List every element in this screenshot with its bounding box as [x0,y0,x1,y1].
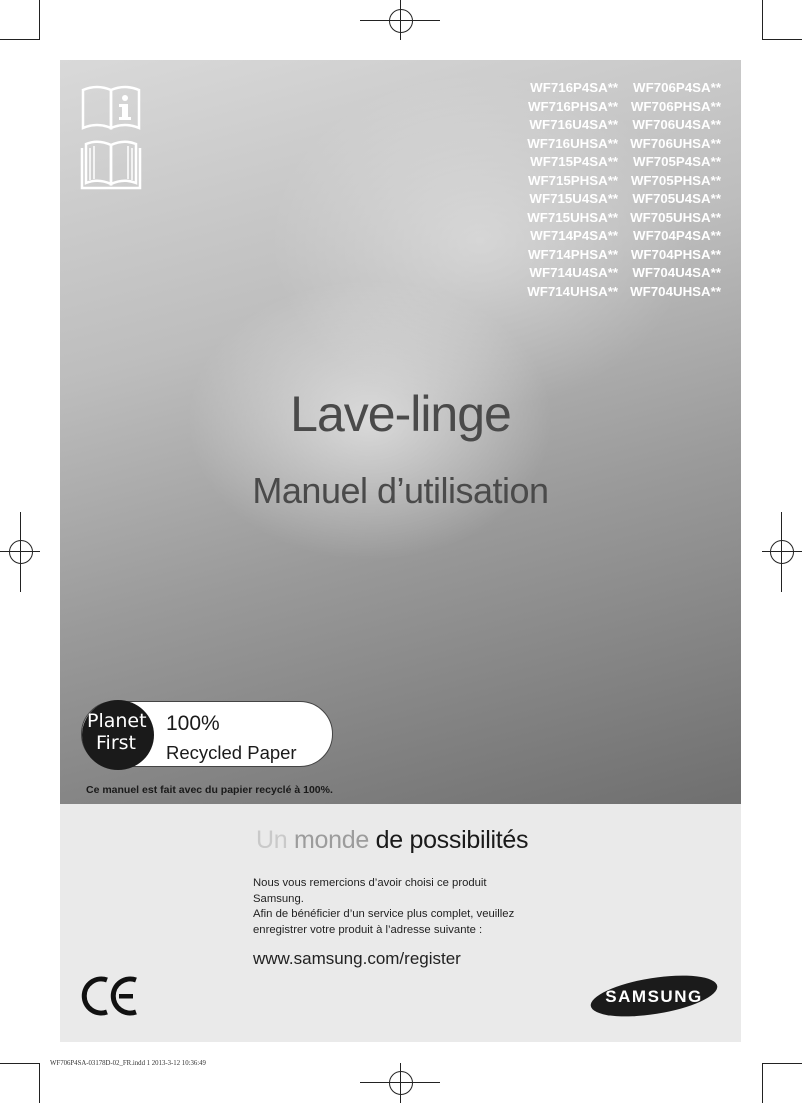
model-number: WF705PHSA** [630,172,721,188]
manual-subtitle: Manuel d’utilisation [252,470,549,511]
product-title: Lave-linge [290,386,511,442]
model-number: WF714PHSA** [527,246,619,262]
model-number: WF716P4SA** [530,80,619,95]
model-number: WF715UHSA** [527,209,619,225]
crop-mark [762,1063,802,1064]
samsung-logo [587,974,721,1023]
thank-you-text [253,876,553,938]
recycled-percent: 100% [166,712,220,735]
slogan-part1: Un [256,826,288,854]
lower-panel [60,804,741,1042]
slogan-part2: monde [294,826,369,854]
model-number: WF704UHSA** [630,283,721,299]
model-number: WF715U4SA** [529,191,619,206]
recycled-label: Recycled Paper [166,742,297,763]
cover-panel [60,60,741,804]
model-number: WF706U4SA** [632,117,721,132]
model-number: WF705UHSA** [630,209,721,225]
thanks-line: enregistrer votre produit à l’adresse suivante : [253,923,483,936]
recycled-note: Ce manuel est fait avec du papier recyclé à 100%. [86,784,333,796]
planet-first-line1: Planet [87,710,147,732]
thanks-line: Nous vous remercions d’avoir choisi ce produit [253,877,487,889]
crop-mark [762,0,763,40]
thanks-line: Samsung. [253,892,304,905]
model-number: WF704PHSA** [630,246,721,262]
planet-first-logo [82,700,154,770]
model-number: WF715PHSA** [527,172,619,188]
model-number: WF705U4SA** [632,191,721,206]
thanks-line: Afin de bénéficier d’un service plus complet, veuillez [253,908,515,920]
model-number: WF714U4SA** [529,265,619,280]
model-number: WF716U4SA** [529,117,619,132]
model-number: WF716PHSA** [527,98,619,114]
model-number: WF706UHSA** [630,135,721,151]
planet-first-line2: First [96,732,136,754]
crop-mark [0,1063,40,1064]
crop-mark [762,39,802,40]
model-number: WF706PHSA** [630,98,721,114]
crop-mark [762,1063,763,1103]
model-number: WF704P4SA** [633,228,721,243]
model-list [527,79,721,301]
model-number: WF715P4SA** [530,154,619,169]
register-link[interactable]: www.samsung.com/register [253,949,461,968]
open-book-icon [80,138,142,195]
brand-wordmark: SAMSUNG [605,987,703,1006]
ce-mark-icon [80,976,142,1021]
info-manual-icon [80,84,142,135]
model-number: WF705P4SA** [633,154,721,169]
recycled-paper-badge [81,701,333,767]
crop-mark [39,0,40,40]
crop-mark [39,1063,40,1103]
model-number: WF714P4SA** [530,228,619,243]
slogan [256,826,528,855]
model-number: WF714UHSA** [527,283,619,299]
model-number: WF706P4SA** [633,80,721,95]
model-number: WF704U4SA** [632,265,721,280]
slogan-part3: de possibilités [375,826,529,854]
print-slug: WF706P4SA-03178D-02_FR.indd 1 2013-3-12 10:36:49 [50,1060,206,1067]
crop-mark [0,39,40,40]
model-number: WF716UHSA** [527,135,619,151]
